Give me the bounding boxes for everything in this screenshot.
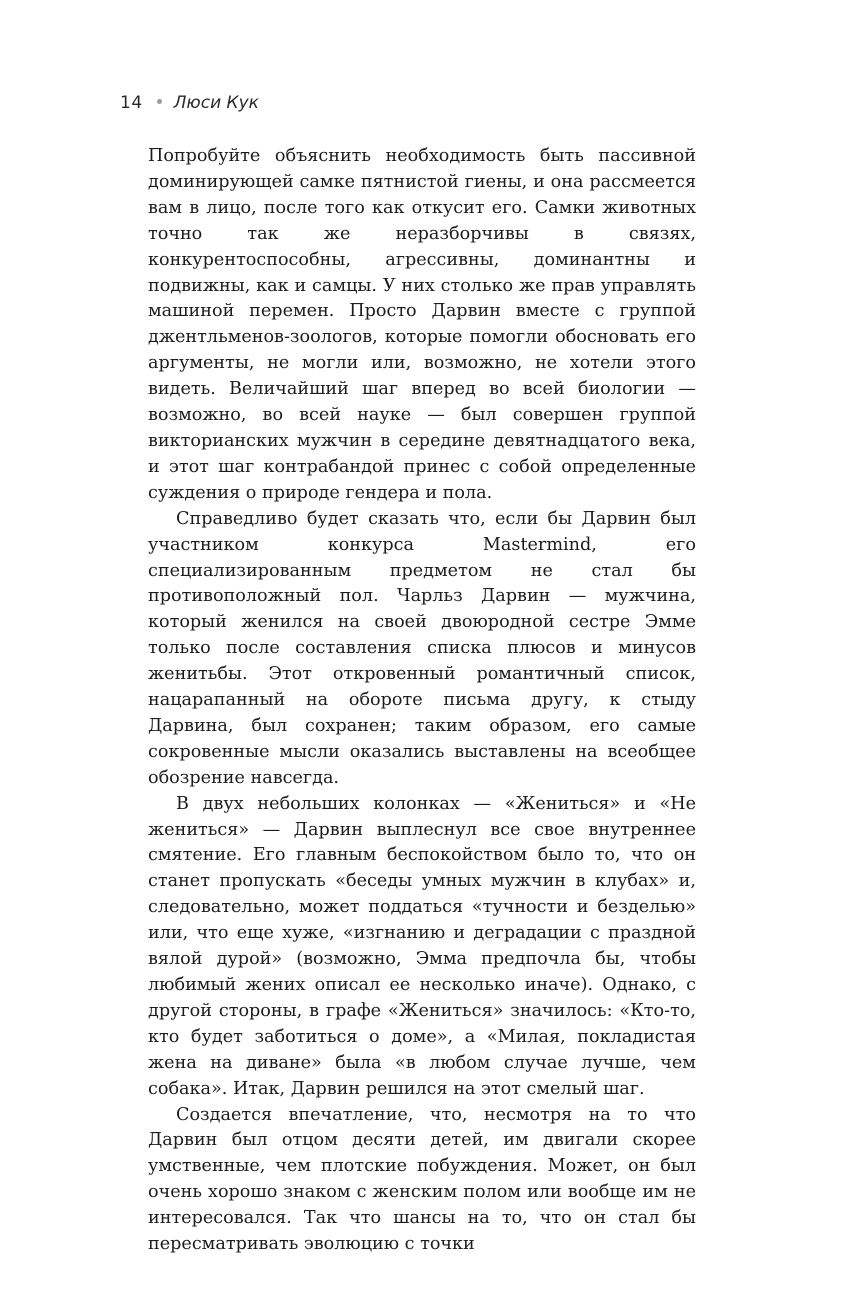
running-header <box>120 93 259 117</box>
paragraph: Справедливо будет сказать что, если бы Дарвин был участником конкурса Mastermind, его специализированным предметом не стал бы противоположный пол. Чарльз Дарвин — мужчина, который женился на своей двоюродной сестре Эмме только после составления списка плюсов и минусов женитьбы. Этот откровенный романтичный список, нацарапанный на обороте письма другу, к стыду Дарвина, был сохранен; таким образом, его самые сокровенные мысли оказались выставлены на всеобщее обозрение навсегда. <box>148 508 696 788</box>
body-text <box>148 144 696 1258</box>
paragraph: Попробуйте объяснить необходимость быть пассивной доминирующей самке пятнистой гиены, и она рассмеется вам в лицо, после того как откусит его. Самки животных точно так же неразборчивы в связях, конкурентоспособны, агрессивны, доминантны и подвижны, как и самцы. У них столько же прав управлять машиной перемен. Просто Дарвин вместе с группой джентльменов-зоологов, которые помогли обосновать его аргументы, не могли или, возможно, не хотели этого видеть. Величайший шаг вперед во всей биологии — возможно, во всей науке — был совершен группой викторианских мужчин в середине девятнадцатого века, и этот шаг контрабандой принес с собой определенные суждения о природе гендера и пола. <box>148 146 696 503</box>
author-name: Люси Кук <box>173 93 259 113</box>
paragraph: Создается впечатление, что, несмотря на то что Дарвин был отцом десяти детей, им двигали скорее умственные, чем плотские побуждения. Может, он был очень хорошо знаком с женским полом или вообще им не интересовался. Так что шансы на то, что он стал бы пересматривать эволюцию с точки <box>148 1104 696 1255</box>
header-separator-dot <box>157 99 162 104</box>
paragraph: В двух небольших колонках — «Жениться» и «Не жениться» — Дарвин выплеснул все свое внутреннее смятение. Его главным беспокойством было то, что он станет пропускать «беседы умных мужчин в клубах» и, следовательно, может поддаться «тучности и безделью» или, что еще хуже, «изгнанию и деградации с праздной вялой дурой» (возможно, Эмма предпочла бы, чтобы любимый жених описал ее несколько иначе). Однако, с другой стороны, в графе «Жениться» значилось: «Кто-то, кто будет заботиться о доме», а «Милая, покладистая жена на диване» была «в любом случае лучше, чем собака». Итак, Дарвин решился на этот смелый шаг. <box>148 793 696 1099</box>
page-number: 14 <box>120 93 143 113</box>
